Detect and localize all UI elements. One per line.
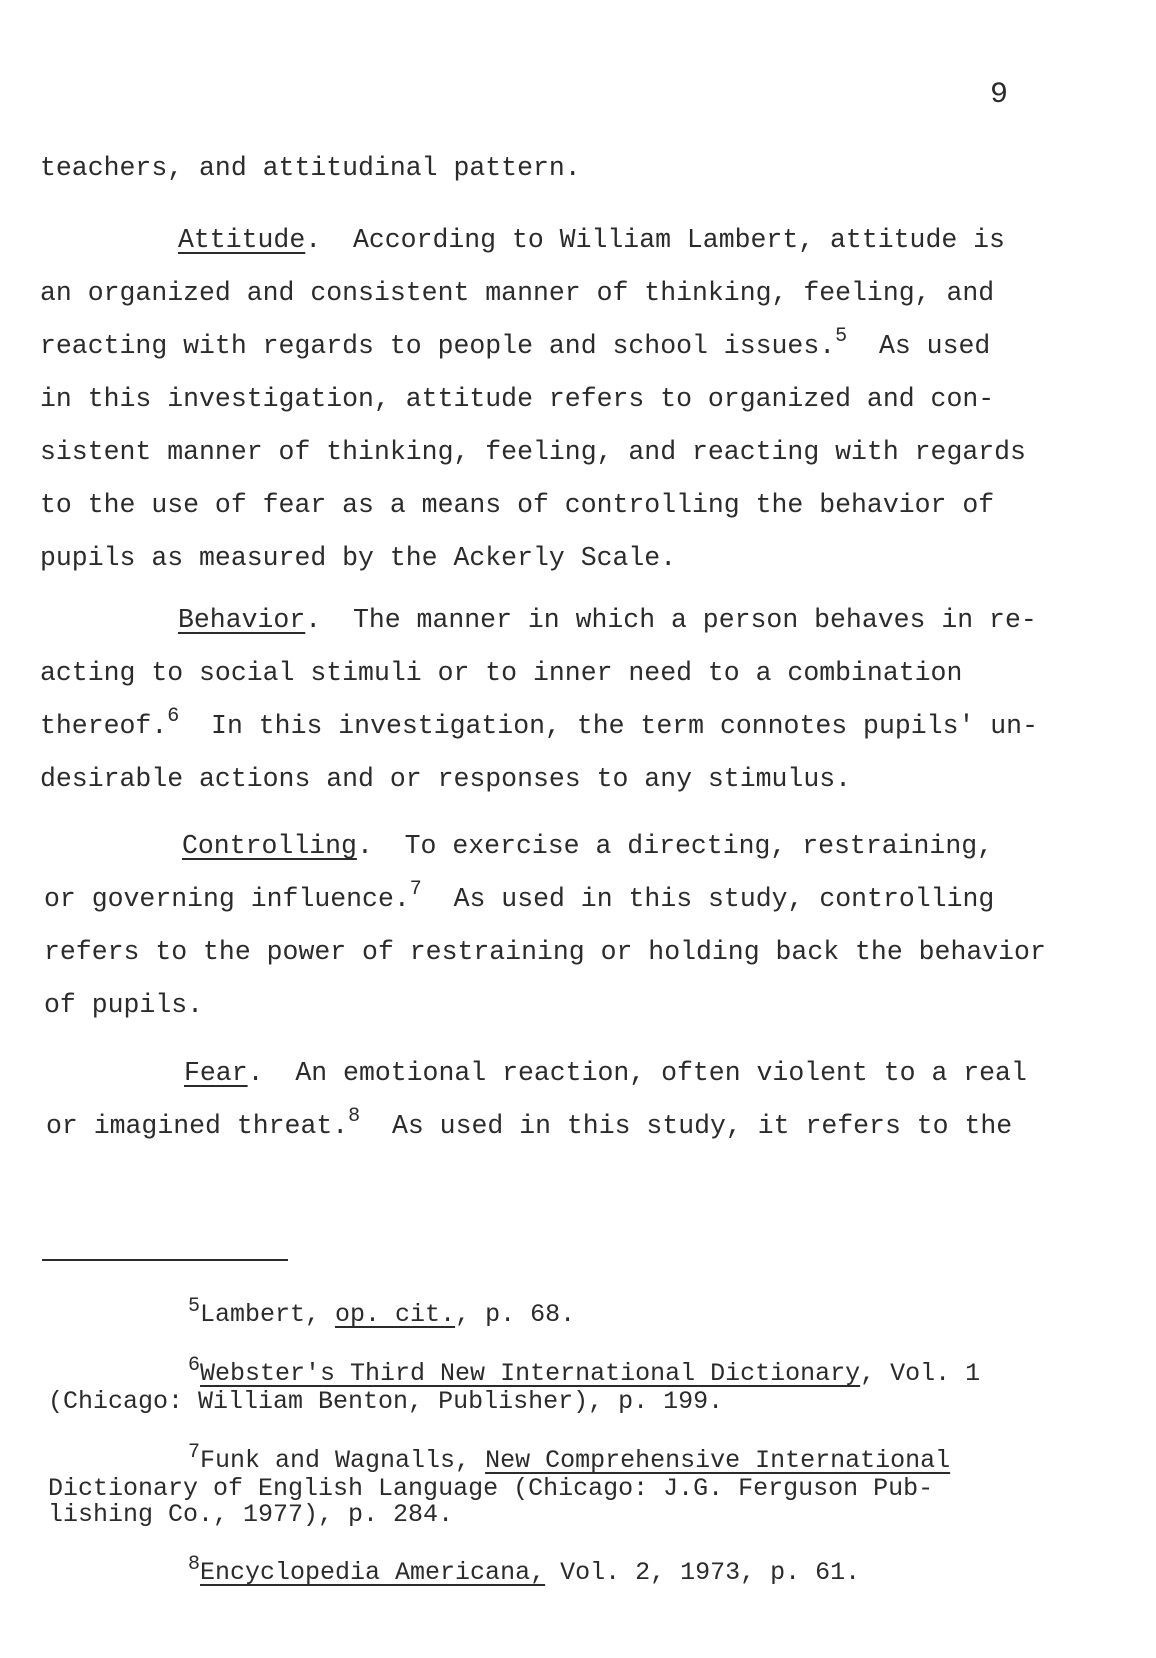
footnote-8-line-1 bbox=[48, 1553, 1078, 1588]
controlling-text-2a: or governing influence. bbox=[44, 884, 410, 914]
footnote-7-line-2: Dictionary of English Language (Chicago: J.G. Ferguson Pub- bbox=[48, 1474, 934, 1503]
footnote-5 bbox=[48, 1295, 1078, 1330]
intro-paragraph bbox=[40, 142, 1040, 195]
behavior-paragraph bbox=[40, 594, 1040, 806]
attitude-line-7: pupils as measured by the Ackerly Scale. bbox=[40, 543, 677, 573]
footnote-6-number: 6 bbox=[188, 1354, 201, 1377]
fear-term-punct: . bbox=[247, 1058, 264, 1088]
behavior-line-2: acting to social stimuli or to inner need to a combination bbox=[40, 658, 963, 688]
footnote-ref-5: 5 bbox=[835, 325, 848, 349]
footnote-7-line-1 bbox=[48, 1441, 1078, 1476]
attitude-line-6: to the use of fear as a means of controlling the behavior of bbox=[40, 490, 995, 520]
footnote-7-number: 7 bbox=[188, 1441, 201, 1464]
behavior-line-3 bbox=[40, 700, 1040, 753]
behavior-term-punct: . bbox=[305, 605, 322, 635]
attitude-line-5: sistent manner of thinking, feeling, and reacting with regards bbox=[40, 437, 1026, 467]
footnote-7-underlined: New Comprehensive International bbox=[485, 1446, 951, 1475]
footnote-6 bbox=[48, 1354, 1078, 1416]
fear-text-2a: or imagined threat. bbox=[46, 1111, 349, 1141]
footnote-7 bbox=[48, 1441, 1078, 1529]
attitude-line-2: an organized and consistent manner of thinking, feeling, and bbox=[40, 278, 995, 308]
fear-line-2 bbox=[46, 1100, 1046, 1153]
controlling-line-2 bbox=[44, 873, 1044, 926]
page-number: 9 bbox=[990, 78, 1010, 112]
controlling-paragraph bbox=[44, 820, 1044, 1032]
footnote-6-underlined: Webster's Third New International Dictionary bbox=[200, 1359, 861, 1388]
fear-text-2b: As used in this study, it refers to the bbox=[360, 1111, 1013, 1141]
controlling-line-3: refers to the power of restraining or holding back the behavior bbox=[44, 937, 1046, 967]
controlling-text-1: To exercise a directing, restraining, bbox=[372, 831, 994, 861]
behavior-text-3b: In this investigation, the term connotes pupils' un- bbox=[179, 711, 1038, 741]
footnote-ref-7: 7 bbox=[409, 878, 422, 902]
footnote-5-text-a: Lambert, bbox=[200, 1300, 336, 1329]
footnote-6-text-a: , Vol. 1 bbox=[860, 1359, 981, 1388]
footnote-5-number: 5 bbox=[188, 1295, 201, 1318]
footnote-7-text-a: Funk and Wagnalls, bbox=[200, 1446, 486, 1475]
controlling-term: Controlling bbox=[182, 831, 357, 861]
footnote-5-line-1 bbox=[48, 1295, 1078, 1330]
controlling-term-punct: . bbox=[356, 831, 373, 861]
behavior-text-1: The manner in which a person behaves in re- bbox=[321, 605, 1037, 635]
fear-line-1 bbox=[46, 1047, 1046, 1100]
controlling-line-1 bbox=[44, 820, 1044, 873]
footnote-8-underlined: Encyclopedia Americana, bbox=[200, 1558, 546, 1587]
behavior-term: Behavior bbox=[178, 605, 306, 635]
footnote-8-number: 8 bbox=[188, 1553, 201, 1576]
intro-line: teachers, and attitudinal pattern. bbox=[40, 153, 581, 183]
footnote-8-text-a: Vol. 2, 1973, p. 61. bbox=[545, 1558, 861, 1587]
attitude-line-3 bbox=[40, 320, 1040, 373]
attitude-term: Attitude bbox=[178, 225, 306, 255]
footnote-ref-8: 8 bbox=[348, 1105, 361, 1129]
controlling-text-2b: As used in this study, controlling bbox=[421, 884, 995, 914]
controlling-line-4: of pupils. bbox=[44, 990, 204, 1020]
attitude-line-1 bbox=[40, 214, 1040, 267]
attitude-text-1: According to William Lambert, attitude is bbox=[321, 225, 1005, 255]
attitude-paragraph bbox=[40, 214, 1040, 585]
behavior-line-4: desirable actions and or responses to any stimulus. bbox=[40, 764, 852, 794]
footnote-7-line-3: lishing Co., 1977), p. 284. bbox=[48, 1500, 454, 1529]
footnote-6-line-2: (Chicago: William Benton, Publisher), p. 199. bbox=[48, 1387, 724, 1416]
footnote-ref-6: 6 bbox=[167, 705, 180, 729]
fear-term: Fear bbox=[184, 1058, 248, 1088]
attitude-line-4: in this investigation, attitude refers to organized and con- bbox=[40, 384, 995, 414]
footnote-5-underlined: op. cit. bbox=[335, 1300, 456, 1329]
attitude-text-3b: As used bbox=[847, 331, 991, 361]
attitude-term-punct: . bbox=[305, 225, 322, 255]
footnote-separator bbox=[42, 1259, 288, 1261]
footnote-5-text-b: , p. 68. bbox=[455, 1300, 576, 1329]
footnote-6-line-1 bbox=[48, 1354, 1078, 1389]
behavior-text-3a: thereof. bbox=[40, 711, 168, 741]
footnote-8 bbox=[48, 1553, 1078, 1588]
behavior-line-1 bbox=[40, 594, 1040, 647]
attitude-text-3a: reacting with regards to people and school issues. bbox=[40, 331, 836, 361]
fear-paragraph bbox=[46, 1047, 1046, 1153]
fear-text-1: An emotional reaction, often violent to a real bbox=[263, 1058, 1027, 1088]
